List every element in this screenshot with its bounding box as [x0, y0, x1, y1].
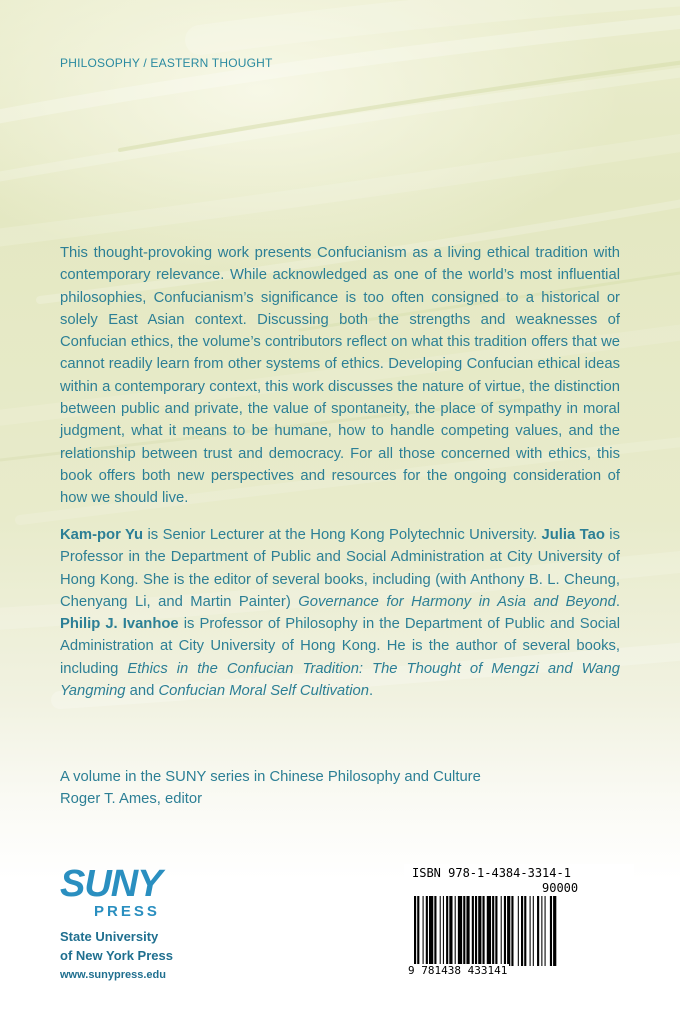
barcode-bar	[472, 896, 474, 966]
barcode-bar	[511, 896, 513, 966]
isbn-number: ISBN 978-1-4384-3314-1	[412, 866, 571, 880]
barcode-bar	[482, 896, 484, 966]
category-label: PHILOSOPHY / EASTERN THOUGHT	[60, 56, 273, 70]
book-title-ethics: Ethics in the Confucian Tradition: The Thought of Mengzi and Wang Yangming	[60, 660, 620, 700]
series-editor: Roger T. Ames, editor	[60, 791, 203, 808]
suny-press-logo	[58, 862, 178, 922]
barcode-bar	[495, 896, 497, 966]
barcode-bar	[501, 896, 502, 966]
book-description: This thought-provoking work presents Confucianism as a living ethical tradition with contemporary relevance. While acknowledged as one of the world’s most influential philosophies, Confucianism’s significance is too often consigned to a historical or solely East Asian context. Discussing both the strengths and weaknesses of Confucian ethics, the volume’s contributors reflect on what this tradition offers that we cannot readily learn from other systems of ethics. Developing Confucian ethical ideas within a contemporary context, this work discusses the nature of virtue, the distinction between public and private, the value of spontaneity, the place of sympathy in moral judgment, what it means to be humane, how to handle competing values, and the relationship between trust and democracy. For all those concerned with ethics, this book offers both new perspectives and resources for the ongoing consideration of how we should live.	[60, 245, 620, 507]
author-bio-ivanhoe: is Professor of Philosophy in the Department of Public and Social Administration at City University of Hong Kong. He is the author of several books, including	[60, 616, 621, 677]
barcode-bar	[455, 896, 456, 966]
barcode-bar	[533, 896, 534, 966]
barcode-bar	[414, 896, 416, 966]
barcode-bar	[524, 896, 526, 966]
book-title-governance: Governance for Harmony in Asia and Beyond	[298, 593, 616, 610]
barcode-bar	[537, 896, 539, 966]
publisher-name-line1: State University	[60, 929, 159, 944]
author-bio-yu: is Senior Lecturer at the Hong Kong Polytechnic University.	[143, 527, 542, 543]
barcode-bar	[426, 896, 428, 966]
barcode-bar	[545, 896, 546, 966]
barcode-bar	[429, 896, 433, 966]
ean-digits: 9 781438 433141	[408, 964, 508, 977]
barcode-bar	[504, 896, 506, 966]
barcode-bar	[530, 896, 531, 966]
barcode-bar	[463, 896, 465, 966]
barcode-bar	[443, 896, 444, 966]
isbn-barcode	[404, 864, 634, 988]
sentence-end: .	[369, 683, 374, 700]
barcode-bar	[446, 896, 448, 966]
book-title-self-cultivation: Confucian Moral Self Cultivation	[158, 683, 369, 700]
barcode-bar	[434, 896, 436, 966]
barcode-bar	[466, 896, 469, 966]
conjunction: and	[125, 683, 159, 700]
author-name-ivanhoe: Philip J. Ivanhoe	[60, 616, 179, 633]
barcode-bar	[475, 896, 477, 966]
author-name-tao: Julia Tao	[541, 527, 605, 543]
barcode-bar	[458, 896, 462, 966]
barcode-bar	[553, 896, 556, 966]
logo-wordmark-suny: SUNY	[60, 863, 162, 905]
author-name-yu: Kam-por Yu	[60, 527, 144, 543]
barcode-bar	[541, 896, 542, 966]
barcode-bar	[478, 896, 481, 966]
barcode-bar	[521, 896, 523, 966]
barcode-bar	[550, 896, 552, 966]
series-title: A volume in the SUNY series in Chinese Philosophy and Culture	[60, 769, 481, 785]
barcode-bar	[492, 896, 494, 966]
barcode-bar	[507, 896, 510, 966]
logo-wordmark-press: PRESS	[94, 903, 160, 920]
barcode-bar	[440, 896, 441, 966]
sentence-end: .	[615, 593, 620, 610]
barcode-bar	[417, 896, 419, 966]
publisher-url: www.sunypress.edu	[60, 969, 166, 981]
barcode-bar	[449, 896, 452, 966]
publisher-name-line2: of New York Press	[60, 948, 173, 963]
author-bio-tao: is Professor in the Department of Public and Social Administration at City University of Hong Kong. She is the editor of several books, including (with Anthony B. L. Cheung, Chenyang Li, and Martin Painter)	[60, 527, 620, 610]
barcode-bar	[518, 896, 519, 966]
barcode-bar	[423, 896, 424, 966]
author-bios	[60, 524, 620, 702]
barcode-bar	[487, 896, 491, 966]
price-code: 90000	[542, 881, 579, 895]
publisher-name	[60, 927, 173, 965]
series-note	[60, 766, 481, 811]
